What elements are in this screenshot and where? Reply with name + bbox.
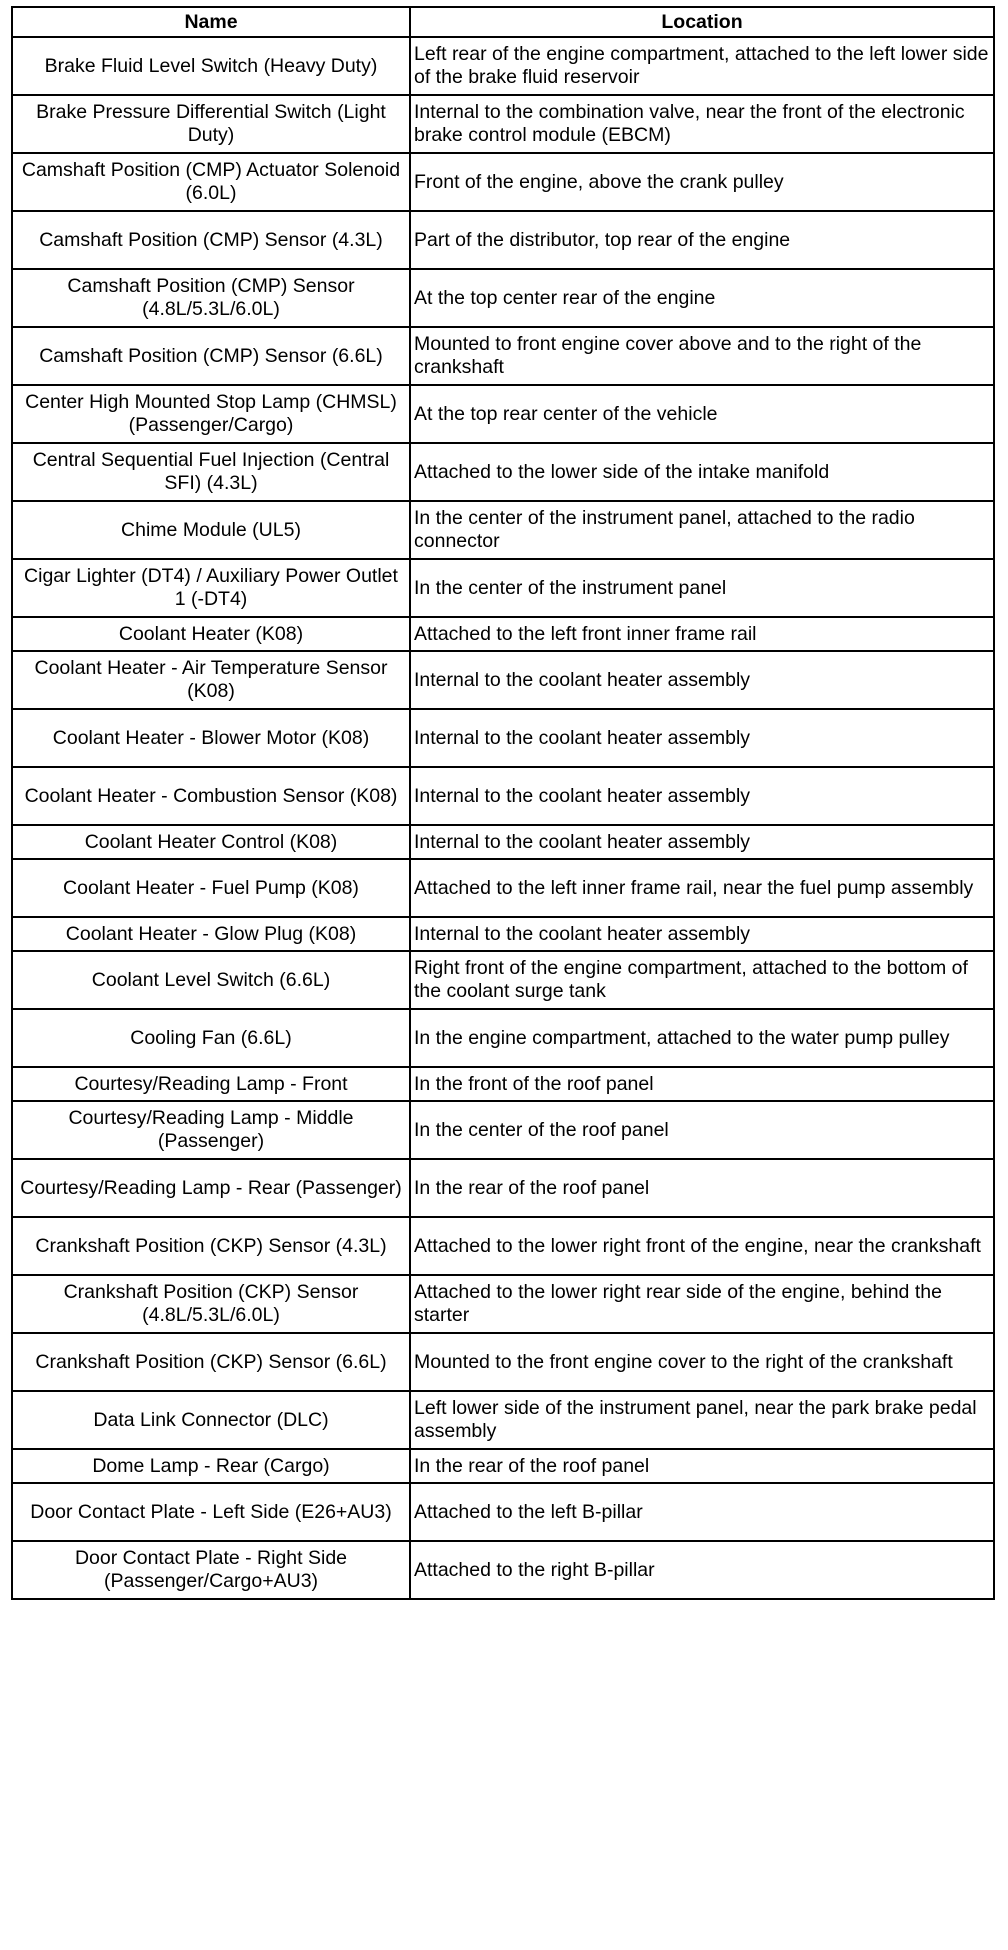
component-name-cell: Crankshaft Position (CKP) Sensor (6.6L): [12, 1333, 410, 1391]
component-name-cell: Crankshaft Position (CKP) Sensor (4.8L/5.3L/6.0L): [12, 1275, 410, 1333]
component-location-cell: Attached to the lower side of the intake manifold: [410, 443, 994, 501]
table-row: [12, 1449, 994, 1483]
component-name-cell: Data Link Connector (DLC): [12, 1391, 410, 1449]
component-location-cell: Attached to the left B-pillar: [410, 1483, 994, 1541]
location-column-header: Location: [410, 7, 994, 37]
component-location-cell: Internal to the coolant heater assembly: [410, 651, 994, 709]
component-name-cell: Courtesy/Reading Lamp - Rear (Passenger): [12, 1159, 410, 1217]
component-name-cell: Camshaft Position (CMP) Actuator Solenoid (6.0L): [12, 153, 410, 211]
table-row: [12, 559, 994, 617]
component-name-cell: Coolant Heater - Glow Plug (K08): [12, 917, 410, 951]
component-name-cell: Dome Lamp - Rear (Cargo): [12, 1449, 410, 1483]
component-location-cell: Front of the engine, above the crank pulley: [410, 153, 994, 211]
component-name-cell: Coolant Heater Control (K08): [12, 825, 410, 859]
component-name-cell: Brake Pressure Differential Switch (Light Duty): [12, 95, 410, 153]
table-row: [12, 1275, 994, 1333]
table-row: [12, 709, 994, 767]
component-name-cell: Door Contact Plate - Right Side (Passenger/Cargo+AU3): [12, 1541, 410, 1599]
table-row: [12, 1159, 994, 1217]
component-location-table-container: [11, 6, 995, 1600]
component-location-cell: In the engine compartment, attached to the water pump pulley: [410, 1009, 994, 1067]
component-name-cell: Coolant Heater - Air Temperature Sensor (K08): [12, 651, 410, 709]
component-name-cell: Camshaft Position (CMP) Sensor (6.6L): [12, 327, 410, 385]
table-row: [12, 37, 994, 95]
component-location-cell: At the top center rear of the engine: [410, 269, 994, 327]
table-row: [12, 1483, 994, 1541]
component-location-cell: Internal to the combination valve, near the front of the electronic brake control module (EBCM): [410, 95, 994, 153]
table-row: [12, 617, 994, 651]
table-row: [12, 1333, 994, 1391]
component-name-cell: Cigar Lighter (DT4) / Auxiliary Power Outlet 1 (-DT4): [12, 559, 410, 617]
component-name-cell: Coolant Heater - Combustion Sensor (K08): [12, 767, 410, 825]
component-location-cell: Left lower side of the instrument panel, near the park brake pedal assembly: [410, 1391, 994, 1449]
table-row: [12, 1067, 994, 1101]
table-row: [12, 211, 994, 269]
component-location-cell: In the center of the roof panel: [410, 1101, 994, 1159]
component-location-cell: At the top rear center of the vehicle: [410, 385, 994, 443]
table-row: [12, 153, 994, 211]
table-row: [12, 1101, 994, 1159]
component-name-cell: Central Sequential Fuel Injection (Central SFI) (4.3L): [12, 443, 410, 501]
component-name-cell: Coolant Level Switch (6.6L): [12, 951, 410, 1009]
component-location-cell: Part of the distributor, top rear of the engine: [410, 211, 994, 269]
header-row: [12, 7, 994, 37]
table-row: [12, 951, 994, 1009]
component-location-cell: Internal to the coolant heater assembly: [410, 917, 994, 951]
component-location-cell: Attached to the left front inner frame rail: [410, 617, 994, 651]
component-location-cell: Internal to the coolant heater assembly: [410, 825, 994, 859]
table-row: [12, 1009, 994, 1067]
table-row: [12, 767, 994, 825]
component-name-cell: Crankshaft Position (CKP) Sensor (4.3L): [12, 1217, 410, 1275]
component-location-cell: Attached to the lower right front of the engine, near the crankshaft: [410, 1217, 994, 1275]
component-location-cell: Internal to the coolant heater assembly: [410, 767, 994, 825]
name-column-header: Name: [12, 7, 410, 37]
component-location-cell: Attached to the right B-pillar: [410, 1541, 994, 1599]
component-location-cell: In the center of the instrument panel: [410, 559, 994, 617]
component-name-cell: Coolant Heater - Blower Motor (K08): [12, 709, 410, 767]
component-name-cell: Camshaft Position (CMP) Sensor (4.8L/5.3L/6.0L): [12, 269, 410, 327]
component-name-cell: Brake Fluid Level Switch (Heavy Duty): [12, 37, 410, 95]
table-row: [12, 825, 994, 859]
component-location-table: [11, 6, 995, 1600]
component-name-cell: Coolant Heater (K08): [12, 617, 410, 651]
table-row: [12, 1217, 994, 1275]
component-location-cell: In the front of the roof panel: [410, 1067, 994, 1101]
table-body: [12, 37, 994, 1599]
component-name-cell: Center High Mounted Stop Lamp (CHMSL) (Passenger/Cargo): [12, 385, 410, 443]
component-location-cell: Mounted to front engine cover above and to the right of the crankshaft: [410, 327, 994, 385]
component-name-cell: Camshaft Position (CMP) Sensor (4.3L): [12, 211, 410, 269]
component-name-cell: Coolant Heater - Fuel Pump (K08): [12, 859, 410, 917]
table-row: [12, 95, 994, 153]
table-row: [12, 385, 994, 443]
component-location-cell: Attached to the lower right rear side of the engine, behind the starter: [410, 1275, 994, 1333]
component-name-cell: Cooling Fan (6.6L): [12, 1009, 410, 1067]
component-location-cell: Right front of the engine compartment, attached to the bottom of the coolant surge tank: [410, 951, 994, 1009]
component-location-cell: Internal to the coolant heater assembly: [410, 709, 994, 767]
component-location-cell: In the rear of the roof panel: [410, 1449, 994, 1483]
table-row: [12, 443, 994, 501]
component-location-cell: Mounted to the front engine cover to the right of the crankshaft: [410, 1333, 994, 1391]
component-location-cell: Left rear of the engine compartment, attached to the left lower side of the brake fluid reservoir: [410, 37, 994, 95]
component-name-cell: Courtesy/Reading Lamp - Front: [12, 1067, 410, 1101]
table-row: [12, 1391, 994, 1449]
table-row: [12, 917, 994, 951]
table-row: [12, 501, 994, 559]
component-location-cell: Attached to the left inner frame rail, near the fuel pump assembly: [410, 859, 994, 917]
component-name-cell: Courtesy/Reading Lamp - Middle (Passenger): [12, 1101, 410, 1159]
component-location-cell: In the center of the instrument panel, attached to the radio connector: [410, 501, 994, 559]
table-row: [12, 327, 994, 385]
table-row: [12, 269, 994, 327]
component-location-cell: In the rear of the roof panel: [410, 1159, 994, 1217]
component-name-cell: Door Contact Plate - Left Side (E26+AU3): [12, 1483, 410, 1541]
table-row: [12, 651, 994, 709]
table-row: [12, 859, 994, 917]
component-name-cell: Chime Module (UL5): [12, 501, 410, 559]
table-row: [12, 1541, 994, 1599]
